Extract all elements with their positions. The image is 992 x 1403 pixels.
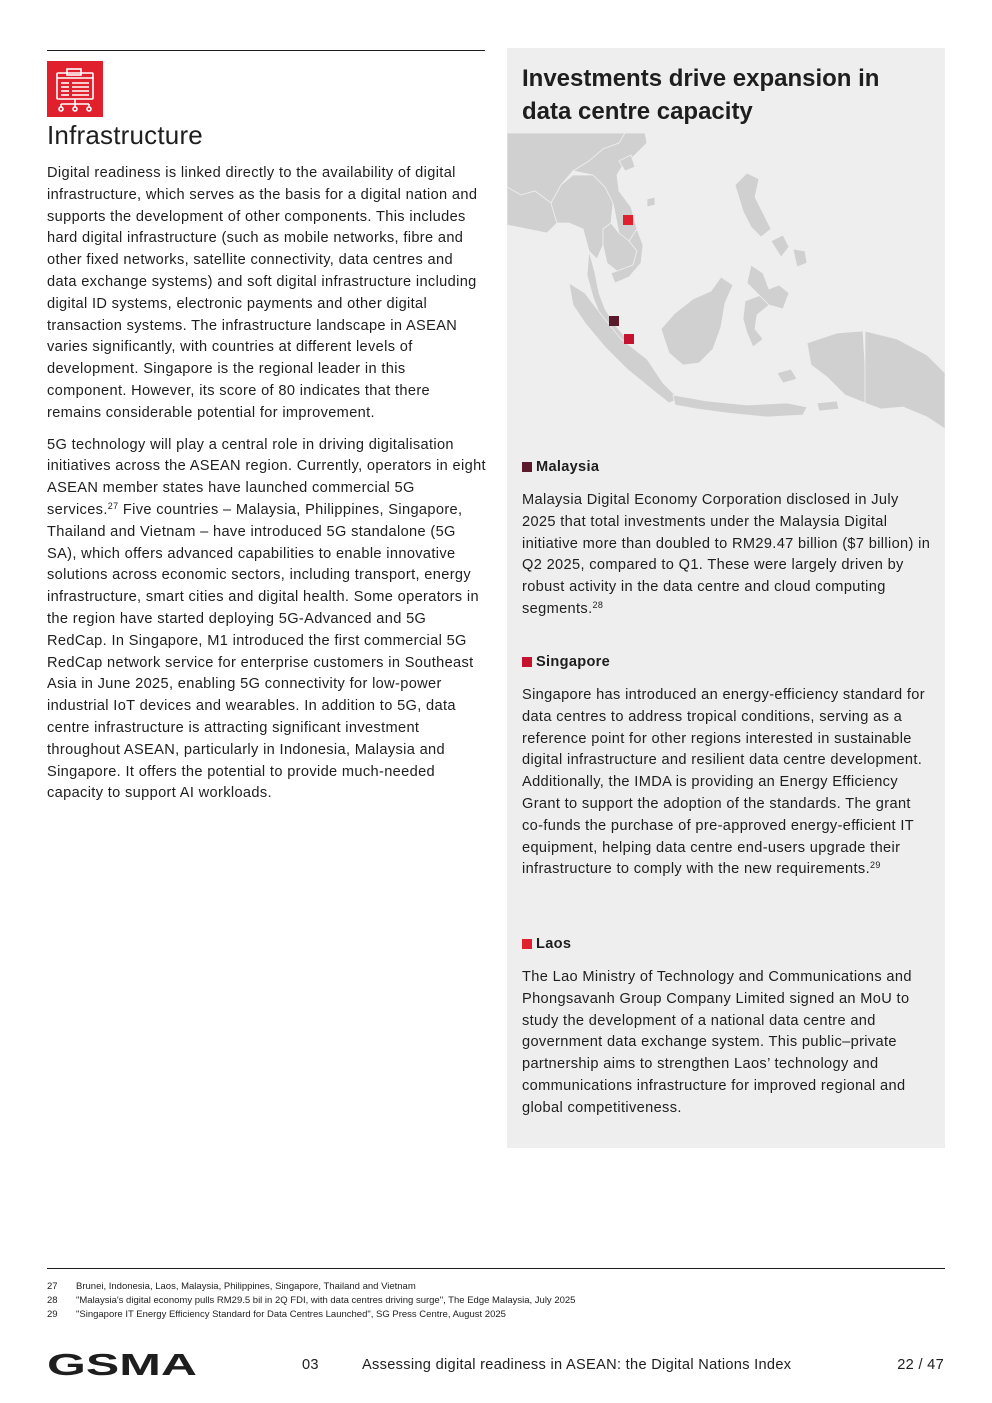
chapter-number: 03 [302,1357,319,1373]
case-heading: Malaysia [536,459,600,475]
map-marker-laos [623,215,633,225]
case-text: Malaysia Digital Economy Corporation disclosed in July 2025 that total investments under the Malaysia Digital initiative more than doubled to RM29.47 billion ($7 billion) in Q2 2025, compared to Q1. These were largely driven by robust activity in the data centre and cloud computing segments. [522,492,931,617]
paragraph: Digital readiness is linked directly to the availability of digital infrastructure, which serves as the basis for a digital nation and supports the development of other components. This includes hard digital infrastructure (such as mobile networks, fibre and other fixed networks, satellite connectivity, data centres and data exchange systems) and soft digital infrastructure including digital ID systems, electronic payments and other digital transaction systems. The infrastructure landscape in ASEAN varies significantly, with countries at different levels of development. Singapore is the regional leader in this component. However, its score of 80 indicates that there remains considerable potential for improvement. [47,165,478,421]
svg-text:GSMA: GSMA [47,1351,197,1377]
footnote-ref[interactable]: 29 [869,860,881,871]
footnote-rule [47,1268,945,1269]
paragraph: 5G technology will play a central role in driving digitalisation initiatives across the ASEAN region. Currently, operators in eight ASEAN member states have launched commercial 5G services.$^{27}$ Five countries – Malaysia, Philippines, Singapore, Thailand and Vietnam – have introduced 5G standalone (5G SA), which offers advanced capabilities to enable innovative solutions across economic sectors, including transport, energy infrastructure, smart cities and digital health. Some operators in the region have started deploying 5G-Advanced and 5G RedCap. In Singapore, M1 introduced the first commercial 5G RedCap network service for enterprise customers in Southeast Asia in June 2025, enabling 5G connectivity for low-power industrial IoT devices and wearables. In addition to 5G, data centre infrastructure is attracting significant investment throughout ASEAN, particularly in Indonesia, Malaysia and Singapore. It offers the potential to provide much-needed capacity to support AI workloads. [47,436,486,802]
footnote-ref[interactable]: 27 [107,500,119,511]
document-title: Assessing digital readiness in ASEAN: the Digital Nations Index [362,1357,792,1373]
case-singapore [522,653,932,881]
infrastructure-icon [47,61,103,117]
footnotes [47,1280,945,1323]
top-rule [47,50,485,51]
case-text: Singapore has introduced an energy-efficiency standard for data centres to address tropical conditions, serving as a reference point for other regions interested in sustainable digital infrastructure and resilient data centre development. Additionally, the IMDA is providing an Energy Efficiency Grant to support the adoption of the standards. The grant co-funds the purchase of pre-approved energy-efficient IT equipment, helping data centre end-users upgrade their infrastructure to comply with the new requirements. [522,687,925,878]
map-marker-malaysia [609,316,619,326]
body-text [47,163,487,815]
page-footer [0,1348,992,1382]
southeast-asia-map [507,133,945,440]
case-laos [522,935,932,1120]
footnote: 28 "Malaysia's digital economy pulls RM29.5 bil in 2Q FDI, with data centres driving surge", The Edge Malaysia, July 2025 [47,1295,576,1307]
case-heading: Singapore [536,654,611,670]
malaysia-marker-icon [522,462,532,472]
case-study-panel [507,48,945,1148]
section-title: Infrastructure [47,120,203,150]
gsma-logo[interactable] [47,1351,199,1377]
footnote: 29 "Singapore IT Energy Efficiency Standard for Data Centres Launched", SG Press Centre, August 2025 [47,1309,506,1321]
page-number: 22 / 47 [897,1357,944,1373]
laos-marker-icon [522,939,532,949]
panel-title: Investments drive expansion in data centre capacity [522,65,880,125]
map-marker-singapore [624,334,634,344]
singapore-marker-icon [522,657,532,667]
case-text: The Lao Ministry of Technology and Communications and Phongsavanh Group Company Limited signed an MoU to study the development of a national data centre and government data exchange system. This public–private partnership aims to strengthen Laos’ technology and communications infrastructure for improved regional and global competitiveness. [522,969,912,1116]
footnote: 27 Brunei, Indonesia, Laos, Malaysia, Philippines, Singapore, Thailand and Vietnam [47,1281,416,1292]
case-heading: Laos [536,936,572,952]
case-malaysia [522,458,932,621]
footnote-ref[interactable]: 28 [592,599,604,610]
